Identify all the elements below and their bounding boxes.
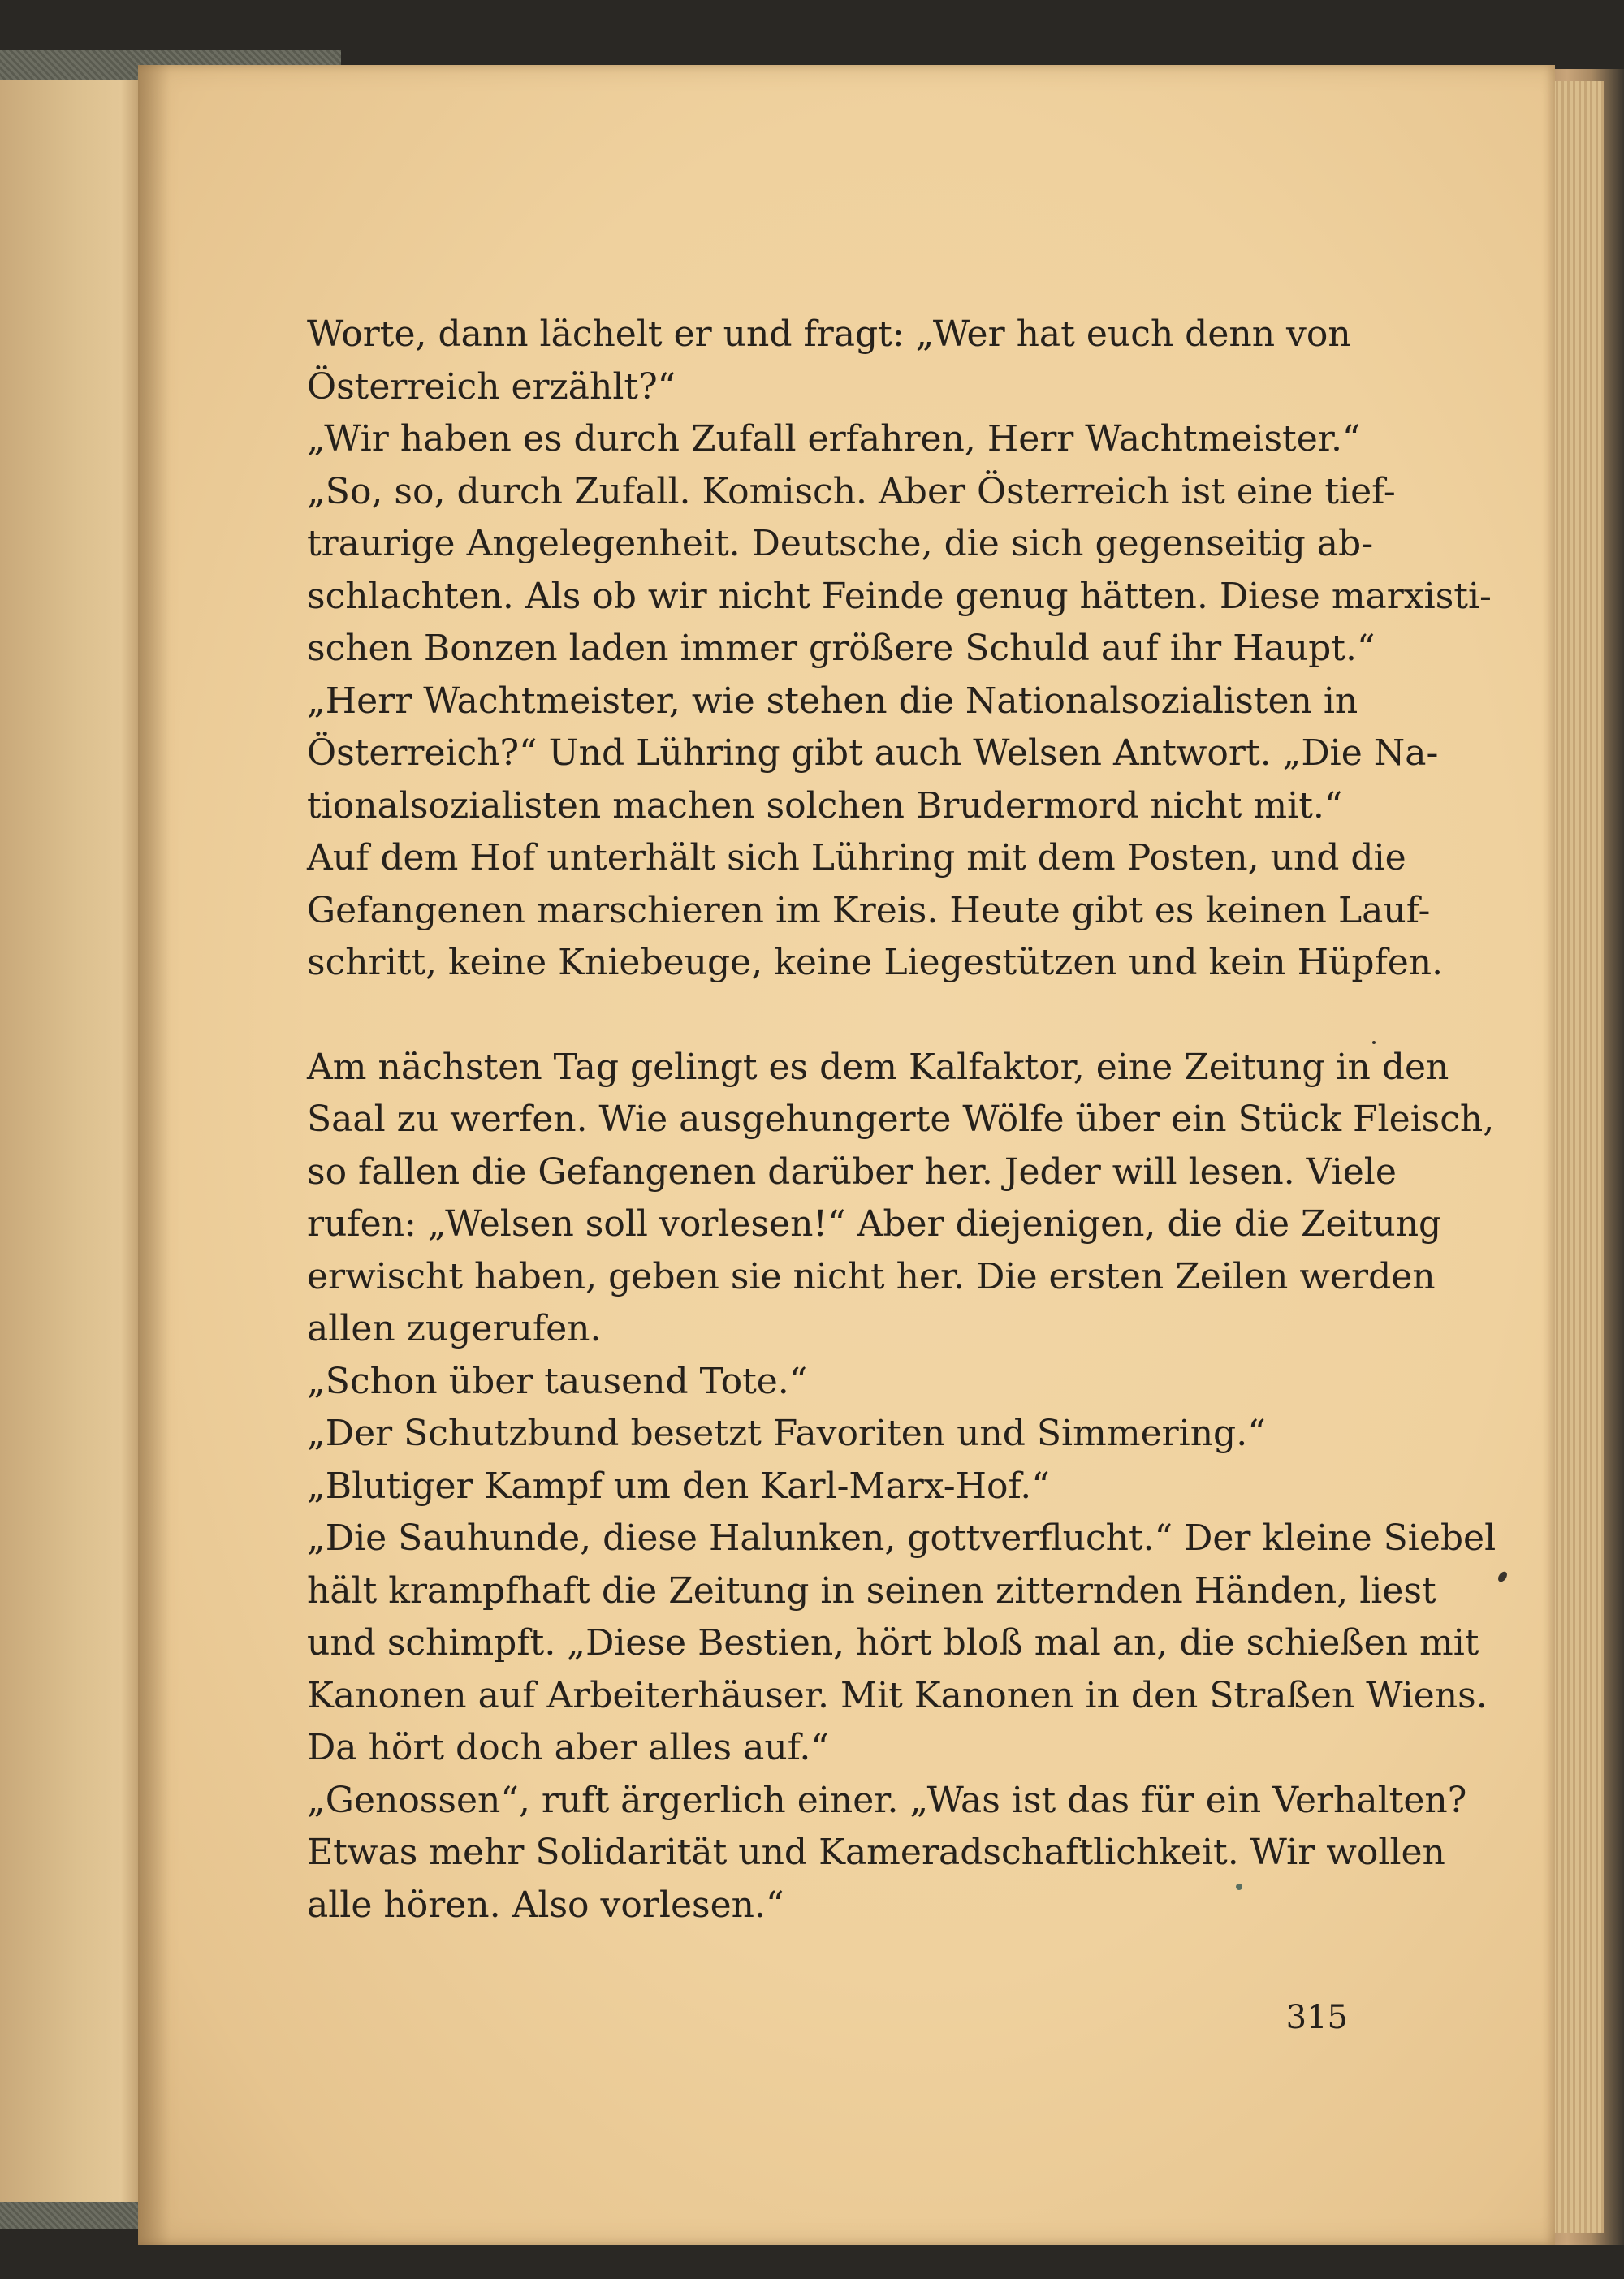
text-line: „So, so, durch Zufall. Komisch. Aber Österreich ist eine tief- — [307, 470, 1396, 512]
text-line: schritt, keine Kniebeuge, keine Liegestützen und kein Hüpfen. — [307, 942, 1444, 983]
text-line: Worte, dann lächelt er und fragt: „Wer hat euch denn von — [307, 313, 1351, 355]
ink-speck — [1372, 1041, 1376, 1044]
text-line: so fallen die Gefangenen darüber her. Jeder will lesen. Viele — [307, 1150, 1397, 1193]
paragraph-gap — [307, 990, 1348, 1042]
text-line: schlachten. Als ob wir nicht Feinde genug hätten. Diese marxisti- — [307, 575, 1492, 617]
text-line: Auf dem Hof unterhält sich Lühring mit dem Posten, und die — [307, 837, 1406, 878]
gutter-shadow — [138, 65, 171, 2245]
text-line: Am nächsten Tag gelingt es dem Kalfaktor, eine Zeitung in den — [307, 1046, 1449, 1088]
text-line: Da hört doch aber alles auf.“ — [307, 1727, 829, 1768]
ink-speck — [1236, 1884, 1242, 1890]
paragraph — [307, 309, 1492, 990]
text-line: „Die Sauhunde, diese Halunken, gottverflucht.“ Der kleine Siebel — [307, 1517, 1497, 1559]
text-line: „Genossen“, ruft ärgerlich einer. „Was ist das für ein Verhalten? — [307, 1779, 1467, 1821]
text-line: und schimpft. „Diese Bestien, hört bloß mal an, die schießen mit — [307, 1622, 1479, 1664]
text-line: „Herr Wachtmeister, wie stehen die Nationalsozialisten in — [307, 680, 1358, 722]
text-line: „Wir haben es durch Zufall erfahren, Herr Wachtmeister.“ — [307, 418, 1361, 460]
text-line: allen zugerufen. — [307, 1308, 602, 1349]
text-line: Etwas mehr Solidarität und Kameradschaftlichkeit. Wir wollen — [307, 1832, 1445, 1873]
text-line: Österreich erzählt?“ — [307, 365, 676, 408]
text-line: Kanonen auf Arbeiterhäuser. Mit Kanonen in den Straßen Wiens. — [307, 1674, 1488, 1716]
text-line: rufen: „Welsen soll vorlesen!“ Aber diejenigen, die die Zeitung — [307, 1203, 1442, 1245]
text-line: alle hören. Also vorlesen.“ — [307, 1884, 784, 1926]
previous-page-edge — [0, 77, 142, 2229]
text-line: „Der Schutzbund besetzt Favoriten und Simmering.“ — [307, 1413, 1266, 1454]
text-line: Saal zu werfen. Wie ausgehungerte Wölfe über ein Stück Fleisch, — [307, 1098, 1495, 1140]
text-line: hält krampfhaft die Zeitung in seinen zitternden Händen, liest — [307, 1569, 1436, 1612]
page-number: 315 — [1285, 1999, 1348, 2036]
text-line: traurige Angelegenheit. Deutsche, die sich gegenseitig ab- — [307, 523, 1374, 564]
text-line: „Blutiger Kampf um den Karl-Marx-Hof.“ — [307, 1465, 1050, 1507]
text-line: schen Bonzen laden immer größere Schuld auf ihr Haupt.“ — [307, 628, 1376, 669]
text-line: „Schon über tausend Tote.“ — [307, 1360, 808, 1402]
text-line: Gefangenen marschieren im Kreis. Heute gibt es keinen Lauf- — [307, 889, 1431, 931]
text-line: tionalsozialisten machen solchen Brudermord nicht mit.“ — [307, 784, 1343, 827]
paragraph — [307, 1042, 1497, 1932]
text-line: erwischt haben, geben sie nicht her. Die ersten Zeilen werden — [307, 1255, 1436, 1297]
page-stack-edge — [1547, 81, 1604, 2233]
text-line: Österreich?“ Und Lühring gibt auch Welsen Antwort. „Die Na- — [307, 732, 1439, 774]
page-body-text — [307, 309, 1497, 1932]
